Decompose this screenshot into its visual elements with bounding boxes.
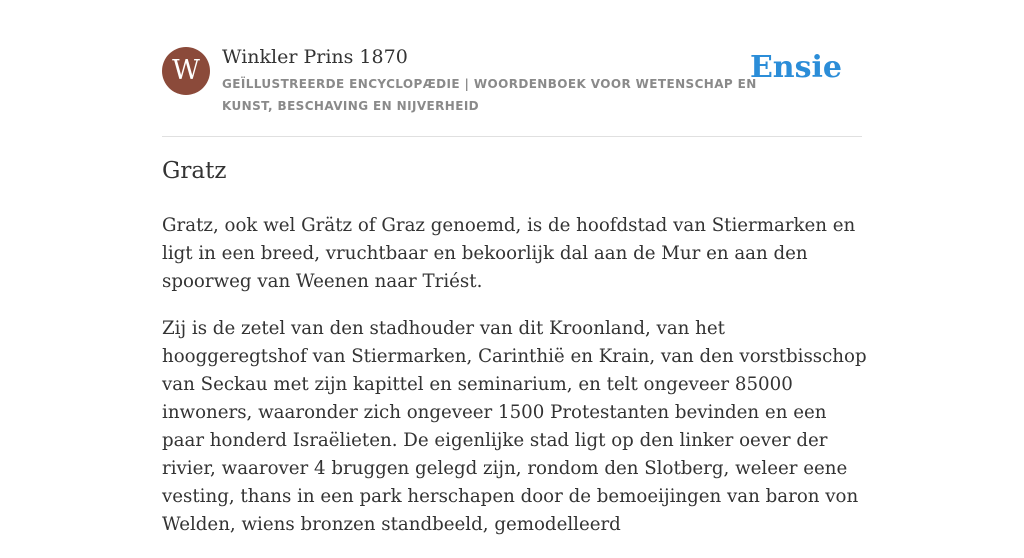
ensie-logo-link[interactable]: Ensie xyxy=(749,50,842,85)
source-avatar[interactable]: W xyxy=(162,47,210,95)
article-paragraph: Gratz, ook wel Grätz of Graz genoemd, is de hoofdstad van Stiermarken en ligt in een breed, vruchtbaar en bekoorlijk dal aan de Mur en aan den spoorweg van Weenen naar Triést. xyxy=(162,215,856,292)
article-title: Gratz xyxy=(162,158,227,184)
source-subtitle: GEÏLLUSTREERDE ENCYCLOPÆDIE | WOORDENBOEK VOOR WETENSCHAP EN KUNST, BESCHAVING EN NIJVERHEID xyxy=(222,77,757,113)
article-body xyxy=(162,212,867,558)
article-paragraph: Zij is de zetel van den stadhouder van dit Kroonland, van het hooggeregtshof van Stiermarken, Carinthië en Krain, van den vorstbisschop van Seckau met zijn kapittel en seminarium, en telt ongeveer 85000 inwoners, waaronder zich ongeveer 1500 Protestanten bevinden en een paar honderd Israëlieten. De eigenlijke stad ligt op den linker oever der rivier, waarover 4 bruggen gelegd zijn, rondom den Slotberg, weleer eene vesting, thans in een park herschapen door de bemoeijingen van baron von Welden, wiens bronzen standbeeld, gemodelleerd xyxy=(162,318,867,535)
source-header xyxy=(162,44,862,137)
source-title[interactable]: Winkler Prins 1870 xyxy=(222,46,408,68)
